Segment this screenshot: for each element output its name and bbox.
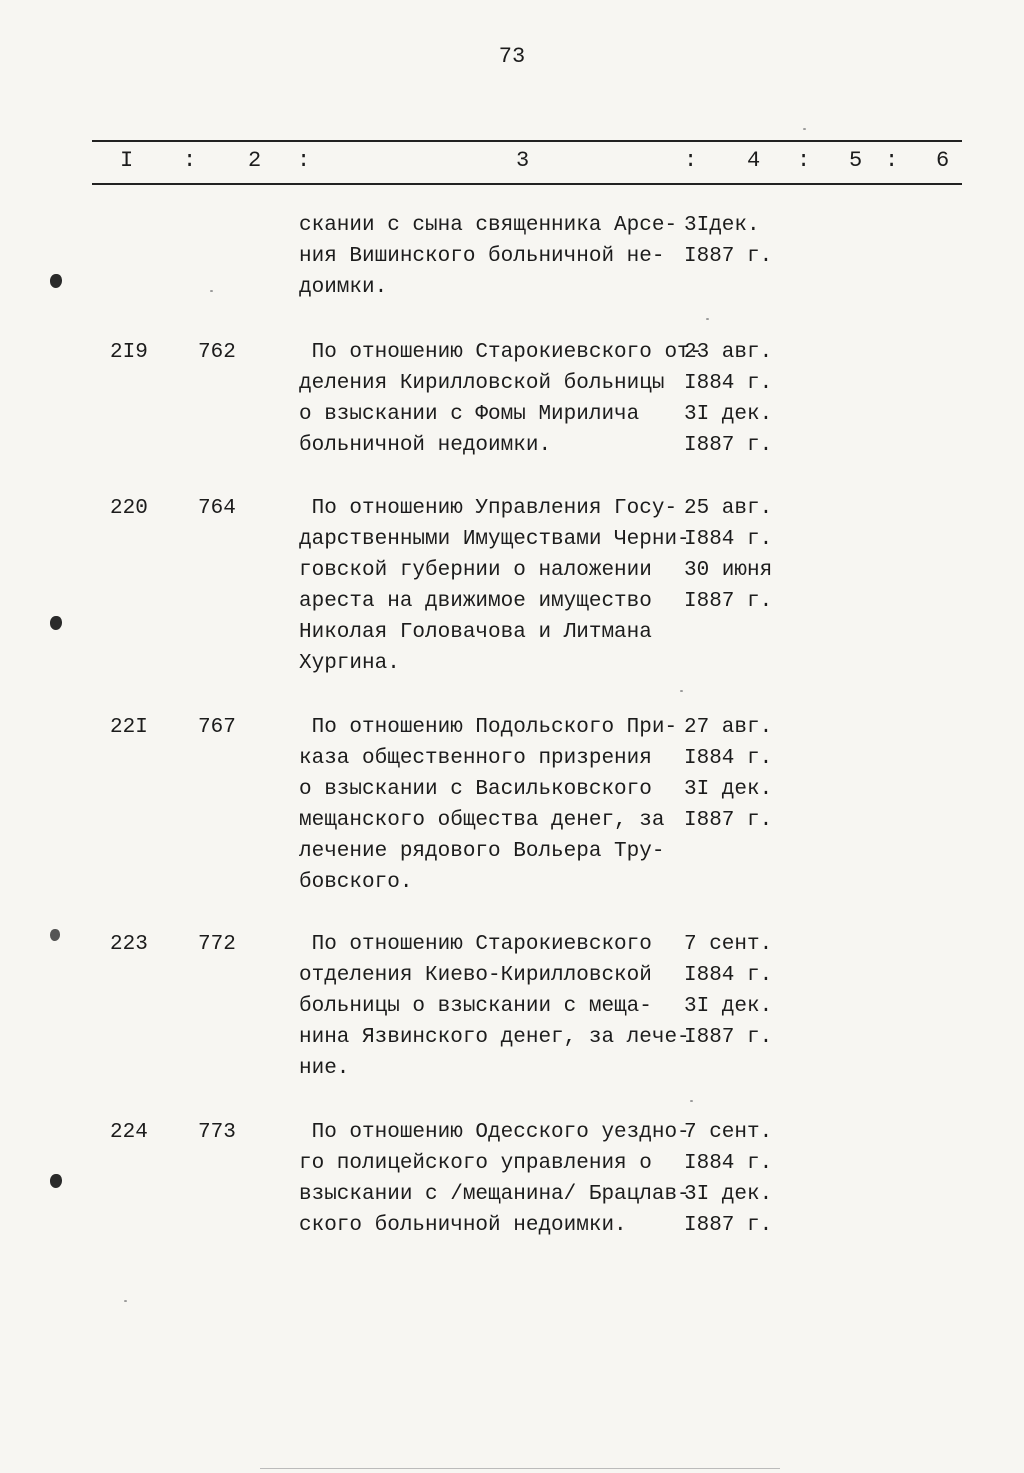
description-line: скании с сына священника Арсе- <box>299 214 678 237</box>
date-line: I884 г. <box>684 747 773 770</box>
entry-description <box>299 210 699 303</box>
file-number: 767 <box>198 716 236 739</box>
description-line: По отношению Старокиевского от- <box>299 341 703 364</box>
entry-description <box>299 337 703 461</box>
description-line: о взыскании с Фомы Мирилича <box>299 403 640 426</box>
date-line: I887 г. <box>684 590 773 613</box>
punch-hole-mark <box>50 616 62 630</box>
file-number: 762 <box>198 341 236 364</box>
description-line: По отношению Старокиевского <box>299 933 652 956</box>
date-line: I887 г. <box>684 434 773 457</box>
scan-speck <box>803 128 806 130</box>
punch-hole-mark <box>50 274 62 288</box>
description-line: каза общественного призрения <box>299 747 652 770</box>
date-line: 3Iдек. <box>684 214 760 237</box>
column-header-1: I <box>120 148 134 173</box>
scan-speck <box>706 318 709 320</box>
date-line: I884 г. <box>684 528 773 551</box>
date-line: I887 г. <box>684 245 773 268</box>
entry-description <box>299 929 699 1084</box>
scan-speck <box>690 1100 693 1102</box>
date-line: 27 авг. <box>684 716 773 739</box>
date-line: I884 г. <box>684 1152 773 1175</box>
table-header-bottom-rule <box>92 183 962 185</box>
description-line: Хургина. <box>299 652 400 675</box>
entry-number: 223 <box>110 933 148 956</box>
description-line: По отношению Одесского уездно- <box>299 1121 690 1144</box>
file-number: 764 <box>198 497 236 520</box>
file-number: 772 <box>198 933 236 956</box>
description-line: говской губернии о наложении <box>299 559 652 582</box>
date-line: I884 г. <box>684 964 773 987</box>
entry-description <box>299 1117 699 1241</box>
scan-speck <box>680 690 683 692</box>
description-line: больничной недоимки. <box>299 434 552 457</box>
description-line: По отношению Управления Госу- <box>299 497 678 520</box>
date-line: I887 г. <box>684 1026 773 1049</box>
entry-description <box>299 712 699 898</box>
scan-speck <box>210 290 213 292</box>
date-line: 3I дек. <box>684 995 773 1018</box>
column-separator: : <box>797 148 811 173</box>
description-line: По отношению Подольского При- <box>299 716 678 739</box>
date-line: 3I дек. <box>684 403 773 426</box>
entry-description <box>299 493 699 679</box>
description-line: лечение рядового Вольера Тру- <box>299 840 665 863</box>
description-line: нина Язвинского денег, за лече- <box>299 1026 690 1049</box>
date-line: 3I дек. <box>684 778 773 801</box>
description-line: отделения Киево-Кирилловской <box>299 964 652 987</box>
punch-hole-mark <box>50 929 60 941</box>
entry-number: 220 <box>110 497 148 520</box>
date-line: 7 сент. <box>684 1121 773 1144</box>
description-line: мещанского общества денег, за <box>299 809 665 832</box>
description-line: го полицейского управления о <box>299 1152 652 1175</box>
column-header-3: 3 <box>516 148 530 173</box>
description-line: ареста на движимое имущество <box>299 590 652 613</box>
description-line: бовского. <box>299 871 413 894</box>
description-line: взыскании с /мещанина/ Брацлав- <box>299 1183 690 1206</box>
column-header-5: 5 <box>849 148 863 173</box>
entry-dates <box>684 493 804 617</box>
entry-number: 2I9 <box>110 341 148 364</box>
column-separator: : <box>684 148 698 173</box>
date-line: I887 г. <box>684 809 773 832</box>
entry-number: 22I <box>110 716 148 739</box>
date-line: I887 г. <box>684 1214 773 1237</box>
file-number: 773 <box>198 1121 236 1144</box>
scan-speck <box>124 1300 127 1302</box>
entry-dates <box>684 712 804 836</box>
date-line: 7 сент. <box>684 933 773 956</box>
description-line: ние. <box>299 1057 350 1080</box>
date-line: 23 авг. <box>684 341 773 364</box>
column-header-6: 6 <box>936 148 950 173</box>
entry-dates <box>684 929 804 1053</box>
column-separator: : <box>885 148 899 173</box>
description-line: дарственными Имуществами Черни- <box>299 528 690 551</box>
description-line: доимки. <box>299 276 388 299</box>
punch-hole-mark <box>50 1174 62 1188</box>
date-line: 3I дек. <box>684 1183 773 1206</box>
description-line: деления Кирилловской больницы <box>299 372 665 395</box>
entry-number: 224 <box>110 1121 148 1144</box>
scan-edge-line <box>260 1468 780 1469</box>
entry-dates <box>684 210 804 272</box>
page-number: 73 <box>498 44 526 69</box>
description-line: о взыскании с Васильковского <box>299 778 652 801</box>
column-separator: : <box>297 148 311 173</box>
date-line: 25 авг. <box>684 497 773 520</box>
entry-dates <box>684 337 804 461</box>
description-line: ского больничной недоимки. <box>299 1214 627 1237</box>
description-line: ния Вишинского больничной не- <box>299 245 665 268</box>
date-line: 30 июня <box>684 559 773 582</box>
column-header-2: 2 <box>248 148 262 173</box>
entry-dates <box>684 1117 804 1241</box>
table-header-top-rule <box>92 140 962 142</box>
date-line: I884 г. <box>684 372 773 395</box>
column-separator: : <box>183 148 197 173</box>
column-header-4: 4 <box>747 148 761 173</box>
description-line: больницы о взыскании с меща- <box>299 995 652 1018</box>
description-line: Николая Головачова и Литмана <box>299 621 652 644</box>
